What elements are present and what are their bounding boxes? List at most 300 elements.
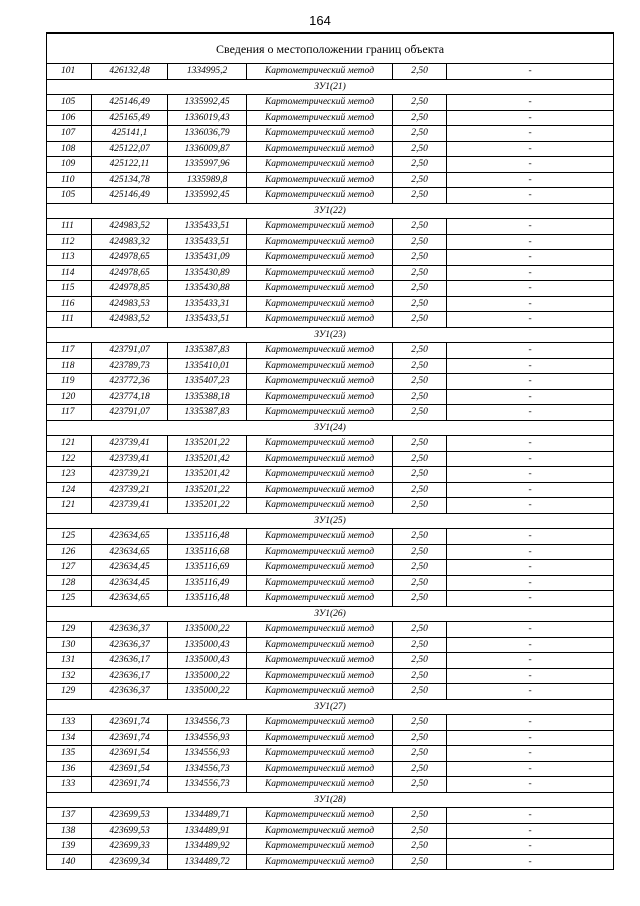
cell-point-number: 105 — [47, 95, 92, 111]
table-row — [47, 358, 614, 374]
cell-point-number: 127 — [47, 560, 92, 576]
cell-coord-y: 1334489,71 — [168, 808, 247, 824]
table-row — [47, 64, 614, 80]
cell-coord-y: 1335431,09 — [168, 250, 247, 266]
cell-method: Картометрический метод — [247, 389, 393, 405]
cell-point-number: 114 — [47, 265, 92, 281]
cell-method: Картометрический метод — [247, 823, 393, 839]
cell-description: - — [447, 823, 614, 839]
cell-coord-y: 1335201,22 — [168, 436, 247, 452]
cell-accuracy: 2,50 — [393, 172, 447, 188]
table-row — [47, 746, 614, 762]
cell-accuracy: 2,50 — [393, 684, 447, 700]
cell-description: - — [447, 482, 614, 498]
cell-accuracy: 2,50 — [393, 467, 447, 483]
cell-accuracy: 2,50 — [393, 668, 447, 684]
cell-coord-y: 1335433,51 — [168, 219, 247, 235]
cell-accuracy: 2,50 — [393, 823, 447, 839]
cell-accuracy: 2,50 — [393, 157, 447, 173]
cell-accuracy: 2,50 — [393, 761, 447, 777]
cell-description: - — [447, 684, 614, 700]
cell-coord-x: 423699,53 — [92, 823, 168, 839]
cell-accuracy: 2,50 — [393, 746, 447, 762]
cell-point-number: 116 — [47, 296, 92, 312]
cell-coord-x: 423634,65 — [92, 529, 168, 545]
cell-coord-x: 425141,1 — [92, 126, 168, 142]
cell-point-number: 136 — [47, 761, 92, 777]
cell-method: Картометрический метод — [247, 250, 393, 266]
cell-description: - — [447, 622, 614, 638]
table-row — [47, 777, 614, 793]
cell-accuracy: 2,50 — [393, 854, 447, 870]
cell-coord-x: 423636,37 — [92, 684, 168, 700]
table-body — [47, 33, 614, 870]
cell-coord-y: 1334995,2 — [168, 64, 247, 80]
cell-coord-x: 425165,49 — [92, 110, 168, 126]
cell-description: - — [447, 746, 614, 762]
cell-coord-x: 424978,85 — [92, 281, 168, 297]
cell-method: Картометрический метод — [247, 110, 393, 126]
table-row — [47, 389, 614, 405]
cell-coord-x: 425134,78 — [92, 172, 168, 188]
cell-method: Картометрический метод — [247, 312, 393, 328]
group-label: ЗУ1(25) — [47, 513, 614, 529]
cell-description: - — [447, 265, 614, 281]
cell-accuracy: 2,50 — [393, 622, 447, 638]
cell-description: - — [447, 854, 614, 870]
cell-coord-x: 423636,17 — [92, 653, 168, 669]
table-row — [47, 436, 614, 452]
cell-description: - — [447, 498, 614, 514]
cell-description: - — [447, 668, 614, 684]
cell-accuracy: 2,50 — [393, 234, 447, 250]
cell-coord-y: 1335387,83 — [168, 405, 247, 421]
table-row — [47, 730, 614, 746]
cell-description: - — [447, 715, 614, 731]
cell-point-number: 139 — [47, 839, 92, 855]
cell-coord-x: 423739,41 — [92, 498, 168, 514]
cell-accuracy: 2,50 — [393, 296, 447, 312]
cell-description: - — [447, 95, 614, 111]
cell-point-number: 120 — [47, 389, 92, 405]
cell-coord-x: 425146,49 — [92, 188, 168, 204]
cell-description: - — [447, 389, 614, 405]
cell-method: Картометрический метод — [247, 451, 393, 467]
table-row — [47, 265, 614, 281]
cell-coord-y: 1335116,48 — [168, 591, 247, 607]
cell-description: - — [447, 436, 614, 452]
cell-description: - — [447, 343, 614, 359]
cell-description: - — [447, 451, 614, 467]
table-row — [47, 839, 614, 855]
cell-description: - — [447, 374, 614, 390]
cell-coord-y: 1335433,51 — [168, 312, 247, 328]
cell-coord-y: 1335997,96 — [168, 157, 247, 173]
table-row — [47, 188, 614, 204]
cell-coord-y: 1335201,22 — [168, 498, 247, 514]
cell-description: - — [447, 544, 614, 560]
table-row — [47, 668, 614, 684]
cell-method: Картометрический метод — [247, 591, 393, 607]
cell-accuracy: 2,50 — [393, 482, 447, 498]
table-row — [47, 808, 614, 824]
cell-method: Картометрический метод — [247, 730, 393, 746]
cell-point-number: 138 — [47, 823, 92, 839]
cell-point-number: 113 — [47, 250, 92, 266]
cell-coord-x: 424983,52 — [92, 312, 168, 328]
cell-method: Картометрический метод — [247, 498, 393, 514]
cell-coord-x: 423739,21 — [92, 467, 168, 483]
cell-point-number: 126 — [47, 544, 92, 560]
cell-coord-x: 424978,65 — [92, 265, 168, 281]
table-row — [47, 622, 614, 638]
group-label: ЗУ1(21) — [47, 79, 614, 95]
cell-description: - — [447, 529, 614, 545]
boundary-table — [46, 32, 614, 870]
cell-point-number: 115 — [47, 281, 92, 297]
table-row — [47, 467, 614, 483]
cell-coord-y: 1336036,79 — [168, 126, 247, 142]
cell-description: - — [447, 250, 614, 266]
cell-point-number: 125 — [47, 591, 92, 607]
cell-point-number: 129 — [47, 684, 92, 700]
cell-coord-y: 1335201,22 — [168, 482, 247, 498]
table-row — [47, 281, 614, 297]
cell-point-number: 121 — [47, 498, 92, 514]
table-row — [47, 823, 614, 839]
group-header-row — [47, 606, 614, 622]
cell-method: Картометрический метод — [247, 296, 393, 312]
table-header-row — [47, 33, 614, 64]
cell-description: - — [447, 110, 614, 126]
cell-accuracy: 2,50 — [393, 544, 447, 560]
cell-point-number: 110 — [47, 172, 92, 188]
cell-coord-x: 424983,32 — [92, 234, 168, 250]
table-row — [47, 312, 614, 328]
table-row — [47, 498, 614, 514]
cell-coord-x: 423691,54 — [92, 746, 168, 762]
cell-coord-y: 1334489,91 — [168, 823, 247, 839]
cell-coord-x: 425122,07 — [92, 141, 168, 157]
cell-point-number: 134 — [47, 730, 92, 746]
cell-method: Картометрический метод — [247, 172, 393, 188]
cell-coord-y: 1335000,43 — [168, 653, 247, 669]
cell-accuracy: 2,50 — [393, 374, 447, 390]
group-label: ЗУ1(24) — [47, 420, 614, 436]
cell-accuracy: 2,50 — [393, 436, 447, 452]
cell-method: Картометрический метод — [247, 467, 393, 483]
cell-method: Картометрический метод — [247, 777, 393, 793]
cell-accuracy: 2,50 — [393, 389, 447, 405]
cell-coord-x: 423636,37 — [92, 622, 168, 638]
cell-method: Картометрический метод — [247, 854, 393, 870]
cell-coord-y: 1335992,45 — [168, 95, 247, 111]
table-row — [47, 219, 614, 235]
cell-method: Картометрический метод — [247, 684, 393, 700]
cell-point-number: 117 — [47, 343, 92, 359]
cell-method: Картометрический метод — [247, 808, 393, 824]
cell-point-number: 125 — [47, 529, 92, 545]
cell-coord-x: 423789,73 — [92, 358, 168, 374]
cell-point-number: 111 — [47, 312, 92, 328]
cell-coord-x: 425146,49 — [92, 95, 168, 111]
table-row — [47, 684, 614, 700]
cell-description: - — [447, 637, 614, 653]
cell-accuracy: 2,50 — [393, 808, 447, 824]
cell-description: - — [447, 281, 614, 297]
cell-point-number: 111 — [47, 219, 92, 235]
cell-coord-y: 1334556,73 — [168, 777, 247, 793]
cell-description: - — [447, 777, 614, 793]
cell-method: Картометрический метод — [247, 141, 393, 157]
cell-method: Картометрический метод — [247, 265, 393, 281]
cell-point-number: 112 — [47, 234, 92, 250]
cell-description: - — [447, 64, 614, 80]
cell-coord-y: 1334489,92 — [168, 839, 247, 855]
cell-point-number: 132 — [47, 668, 92, 684]
cell-description: - — [447, 157, 614, 173]
cell-coord-y: 1336019,43 — [168, 110, 247, 126]
table-row — [47, 296, 614, 312]
cell-point-number: 107 — [47, 126, 92, 142]
cell-accuracy: 2,50 — [393, 730, 447, 746]
cell-point-number: 109 — [47, 157, 92, 173]
group-header-row — [47, 513, 614, 529]
table-row — [47, 451, 614, 467]
cell-coord-x: 426132,48 — [92, 64, 168, 80]
cell-coord-x: 423739,41 — [92, 436, 168, 452]
cell-description: - — [447, 141, 614, 157]
cell-method: Картометрический метод — [247, 234, 393, 250]
cell-coord-x: 423634,65 — [92, 591, 168, 607]
cell-coord-x: 423774,18 — [92, 389, 168, 405]
table-row — [47, 715, 614, 731]
cell-coord-y: 1335430,88 — [168, 281, 247, 297]
cell-point-number: 133 — [47, 715, 92, 731]
table-row — [47, 374, 614, 390]
cell-coord-y: 1334556,73 — [168, 761, 247, 777]
cell-description: - — [447, 761, 614, 777]
cell-coord-x: 423691,54 — [92, 761, 168, 777]
cell-point-number: 119 — [47, 374, 92, 390]
cell-point-number: 133 — [47, 777, 92, 793]
table-row — [47, 172, 614, 188]
cell-coord-x: 423634,65 — [92, 544, 168, 560]
cell-point-number: 108 — [47, 141, 92, 157]
cell-accuracy: 2,50 — [393, 653, 447, 669]
cell-method: Картометрический метод — [247, 715, 393, 731]
cell-method: Картометрический метод — [247, 358, 393, 374]
cell-coord-x: 423636,37 — [92, 637, 168, 653]
table-row — [47, 482, 614, 498]
cell-accuracy: 2,50 — [393, 839, 447, 855]
cell-description: - — [447, 312, 614, 328]
cell-coord-x: 423691,74 — [92, 715, 168, 731]
cell-accuracy: 2,50 — [393, 281, 447, 297]
group-header-row — [47, 699, 614, 715]
cell-description: - — [447, 653, 614, 669]
cell-point-number: 131 — [47, 653, 92, 669]
cell-coord-y: 1335407,23 — [168, 374, 247, 390]
cell-coord-x: 424978,65 — [92, 250, 168, 266]
cell-method: Картометрический метод — [247, 637, 393, 653]
cell-accuracy: 2,50 — [393, 110, 447, 126]
cell-coord-y: 1335000,43 — [168, 637, 247, 653]
table-row — [47, 126, 614, 142]
table-row — [47, 544, 614, 560]
cell-method: Картометрический метод — [247, 653, 393, 669]
cell-method: Картометрический метод — [247, 219, 393, 235]
cell-method: Картометрический метод — [247, 529, 393, 545]
table-row — [47, 637, 614, 653]
cell-description: - — [447, 172, 614, 188]
table-title: Сведения о местоположении границ объекта — [47, 33, 614, 64]
cell-accuracy: 2,50 — [393, 405, 447, 421]
cell-accuracy: 2,50 — [393, 498, 447, 514]
group-header-row — [47, 79, 614, 95]
cell-description: - — [447, 839, 614, 855]
cell-accuracy: 2,50 — [393, 95, 447, 111]
cell-coord-x: 424983,53 — [92, 296, 168, 312]
group-header-row — [47, 792, 614, 808]
cell-description: - — [447, 296, 614, 312]
cell-method: Картометрический метод — [247, 374, 393, 390]
cell-accuracy: 2,50 — [393, 312, 447, 328]
cell-description: - — [447, 730, 614, 746]
cell-point-number: 124 — [47, 482, 92, 498]
cell-point-number: 118 — [47, 358, 92, 374]
table-row — [47, 234, 614, 250]
table-row — [47, 141, 614, 157]
cell-accuracy: 2,50 — [393, 64, 447, 80]
cell-coord-y: 1335000,22 — [168, 622, 247, 638]
cell-point-number: 122 — [47, 451, 92, 467]
table-row — [47, 157, 614, 173]
cell-coord-x: 423739,41 — [92, 451, 168, 467]
group-label: ЗУ1(22) — [47, 203, 614, 219]
cell-coord-x: 423691,74 — [92, 777, 168, 793]
cell-point-number: 129 — [47, 622, 92, 638]
cell-accuracy: 2,50 — [393, 529, 447, 545]
cell-coord-y: 1335116,49 — [168, 575, 247, 591]
cell-method: Картометрический метод — [247, 95, 393, 111]
cell-description: - — [447, 405, 614, 421]
cell-coord-y: 1335201,42 — [168, 467, 247, 483]
cell-coord-x: 423739,21 — [92, 482, 168, 498]
group-header-row — [47, 327, 614, 343]
cell-accuracy: 2,50 — [393, 188, 447, 204]
cell-method: Картометрический метод — [247, 668, 393, 684]
cell-description: - — [447, 188, 614, 204]
cell-point-number: 137 — [47, 808, 92, 824]
group-label: ЗУ1(23) — [47, 327, 614, 343]
cell-method: Картометрический метод — [247, 482, 393, 498]
cell-method: Картометрический метод — [247, 157, 393, 173]
group-header-row — [47, 203, 614, 219]
cell-method: Картометрический метод — [247, 746, 393, 762]
cell-coord-y: 1335000,22 — [168, 684, 247, 700]
cell-coord-y: 1335388,18 — [168, 389, 247, 405]
cell-description: - — [447, 467, 614, 483]
cell-point-number: 105 — [47, 188, 92, 204]
cell-point-number: 140 — [47, 854, 92, 870]
cell-coord-y: 1335430,89 — [168, 265, 247, 281]
cell-accuracy: 2,50 — [393, 219, 447, 235]
cell-coord-y: 1335201,42 — [168, 451, 247, 467]
cell-description: - — [447, 126, 614, 142]
cell-method: Картометрический метод — [247, 761, 393, 777]
cell-coord-x: 423699,34 — [92, 854, 168, 870]
table-row — [47, 529, 614, 545]
cell-coord-y: 1335992,45 — [168, 188, 247, 204]
cell-accuracy: 2,50 — [393, 358, 447, 374]
cell-description: - — [447, 358, 614, 374]
cell-method: Картометрический метод — [247, 64, 393, 80]
cell-point-number: 117 — [47, 405, 92, 421]
table-row — [47, 250, 614, 266]
cell-method: Картометрический метод — [247, 343, 393, 359]
cell-coord-y: 1336009,87 — [168, 141, 247, 157]
cell-point-number: 128 — [47, 575, 92, 591]
cell-description: - — [447, 808, 614, 824]
cell-coord-y: 1335000,22 — [168, 668, 247, 684]
cell-coord-y: 1335387,83 — [168, 343, 247, 359]
cell-coord-x: 423699,33 — [92, 839, 168, 855]
cell-method: Картометрический метод — [247, 560, 393, 576]
cell-coord-x: 425122,11 — [92, 157, 168, 173]
cell-point-number: 123 — [47, 467, 92, 483]
cell-method: Картометрический метод — [247, 622, 393, 638]
cell-point-number: 130 — [47, 637, 92, 653]
group-label: ЗУ1(28) — [47, 792, 614, 808]
cell-point-number: 106 — [47, 110, 92, 126]
cell-coord-x: 423772,36 — [92, 374, 168, 390]
cell-coord-x: 423791,07 — [92, 405, 168, 421]
cell-method: Картометрический метод — [247, 436, 393, 452]
cell-method: Картометрический метод — [247, 126, 393, 142]
cell-method: Картометрический метод — [247, 281, 393, 297]
cell-coord-x: 423636,17 — [92, 668, 168, 684]
cell-coord-x: 424983,52 — [92, 219, 168, 235]
cell-coord-y: 1334489,72 — [168, 854, 247, 870]
cell-accuracy: 2,50 — [393, 250, 447, 266]
group-label: ЗУ1(26) — [47, 606, 614, 622]
table-row — [47, 110, 614, 126]
cell-description: - — [447, 575, 614, 591]
table-row — [47, 405, 614, 421]
page-number: 164 — [309, 13, 331, 28]
cell-coord-y: 1335989,8 — [168, 172, 247, 188]
table-row — [47, 761, 614, 777]
cell-accuracy: 2,50 — [393, 126, 447, 142]
cell-coord-y: 1334556,93 — [168, 746, 247, 762]
cell-coord-x: 423699,53 — [92, 808, 168, 824]
table-row — [47, 591, 614, 607]
cell-method: Картометрический метод — [247, 575, 393, 591]
cell-coord-y: 1335433,51 — [168, 234, 247, 250]
table-row — [47, 653, 614, 669]
cell-accuracy: 2,50 — [393, 715, 447, 731]
cell-coord-x: 423791,07 — [92, 343, 168, 359]
cell-description: - — [447, 219, 614, 235]
cell-coord-x: 423691,74 — [92, 730, 168, 746]
cell-point-number: 121 — [47, 436, 92, 452]
cell-coord-y: 1334556,73 — [168, 715, 247, 731]
group-header-row — [47, 420, 614, 436]
cell-method: Картометрический метод — [247, 839, 393, 855]
table-row — [47, 343, 614, 359]
cell-coord-y: 1335116,68 — [168, 544, 247, 560]
